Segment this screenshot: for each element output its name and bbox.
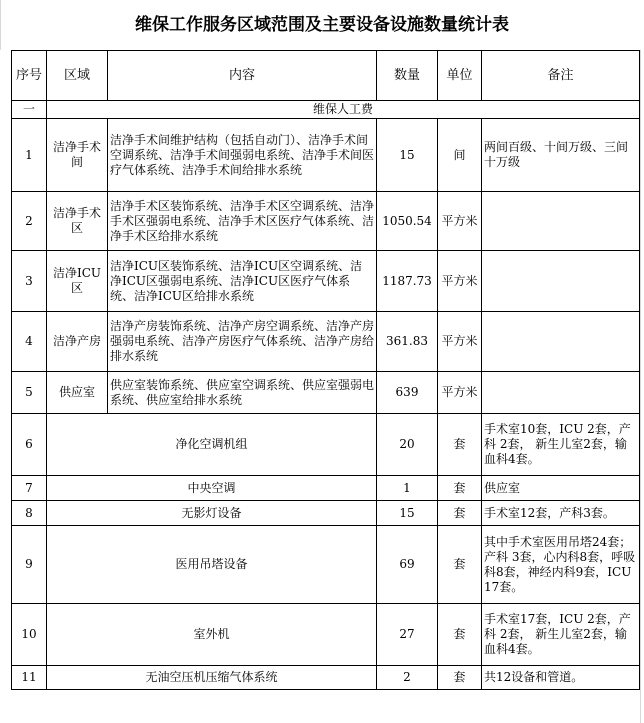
row-content: 洁净产房装饰系统、洁净产房空调系统、洁净产房强弱电系统、洁净产房医疗气体系统、洁净产房给排水系统 [108,312,377,372]
row-seq: 8 [12,501,47,526]
row-unit: 间 [438,119,482,192]
row-qty: 69 [377,526,438,604]
row-content: 洁净手术间维护结构（包括自动门）、洁净手术间空调系统、洁净手术间强弱电系统、洁净手术间医疗气体系统、洁净手术间给排水系统 [108,119,377,192]
header-seq: 序号 [12,51,47,101]
row-unit: 套 [438,604,482,666]
row-unit: 套 [438,501,482,526]
row-remark [482,251,640,312]
page-title: 维保工作服务区域范围及主要设备设施数量统计表 [135,15,509,35]
row-remark: 其中手术室医用吊塔24套；产科 3套，心内科8套，呼吸科8套，神经内科9套，ICU 17套。 [482,526,640,604]
row-unit: 套 [438,414,482,476]
row-qty: 15 [377,501,438,526]
row-remark: 手术室10套，ICU 2套，产科 2套， 新生儿室2套，输血科4套。 [482,414,640,476]
row-seq: 2 [12,192,47,251]
equipment-table [11,50,640,690]
row-unit: 平方米 [438,312,482,372]
row-unit: 平方米 [438,192,482,251]
row-qty: 20 [377,414,438,476]
table-row [12,251,640,312]
row-qty: 639 [377,372,438,414]
row-content: 中央空调 [47,476,377,501]
table-row [12,476,640,501]
row-remark [482,192,640,251]
row-remark: 共12设备和管道。 [482,666,640,690]
sheet-edge [640,50,644,723]
row-area: 供应室 [47,372,108,414]
row-content: 洁净ICU区装饰系统、洁净ICU区空调系统、洁净ICU区强弱电系统、洁净ICU区医疗气体系统、洁净ICU区给排水系统 [108,251,377,312]
table-row [12,666,640,690]
row-seq: 3 [12,251,47,312]
table-row [12,501,640,526]
row-remark: 手术室17套，ICU 2套，产科 2套， 新生儿室2套，输血科4套。 [482,604,640,666]
header-unit: 单位 [438,51,482,101]
row-content: 洁净手术区装饰系统、洁净手术区空调系统、洁净手术区强弱电系统、洁净手术区医疗气体系统、洁净手术区给排水系统 [108,192,377,251]
row-area: 洁净手术间 [47,119,108,192]
section-seq: 一 [12,101,47,119]
row-seq: 11 [12,666,47,690]
row-unit: 套 [438,476,482,501]
row-content: 净化空调机组 [47,414,377,476]
row-qty: 1050.54 [377,192,438,251]
header-qty: 数量 [377,51,438,101]
row-unit: 套 [438,666,482,690]
row-qty: 1187.73 [377,251,438,312]
row-remark: 供应室 [482,476,640,501]
row-remark [482,372,640,414]
row-content: 医用吊塔设备 [47,526,377,604]
header-content: 内容 [108,51,377,101]
row-remark: 两间百级、十间万级、三间十万级 [482,119,640,192]
row-area: 洁净手术区 [47,192,108,251]
row-content: 无影灯设备 [47,501,377,526]
row-content: 室外机 [47,604,377,666]
row-unit: 平方米 [438,372,482,414]
row-remark [482,312,640,372]
row-content: 供应室装饰系统、供应室空调系统、供应室强弱电系统、供应室给排水系统 [108,372,377,414]
row-unit: 套 [438,526,482,604]
header-row [12,51,640,101]
table-row [12,119,640,192]
table-row [12,372,640,414]
table-row [12,604,640,666]
row-seq: 4 [12,312,47,372]
header-remark: 备注 [482,51,640,101]
row-qty: 15 [377,119,438,192]
table-row [12,192,640,251]
row-qty: 361.83 [377,312,438,372]
row-qty: 27 [377,604,438,666]
row-qty: 1 [377,476,438,501]
table-row [12,312,640,372]
row-seq: 7 [12,476,47,501]
row-seq: 10 [12,604,47,666]
row-qty: 2 [377,666,438,690]
row-seq: 6 [12,414,47,476]
row-area: 洁净ICU区 [47,251,108,312]
row-seq: 9 [12,526,47,604]
row-unit: 平方米 [438,251,482,312]
table-row [12,414,640,476]
row-content: 无油空压机压缩气体系统 [47,666,377,690]
row-seq: 5 [12,372,47,414]
header-area: 区域 [47,51,108,101]
row-area: 洁净产房 [47,312,108,372]
section-label: 维保人工费 [47,101,640,119]
table-row [12,526,640,604]
row-seq: 1 [12,119,47,192]
section-row [12,101,640,119]
row-remark: 手术室12套，产科3套。 [482,501,640,526]
